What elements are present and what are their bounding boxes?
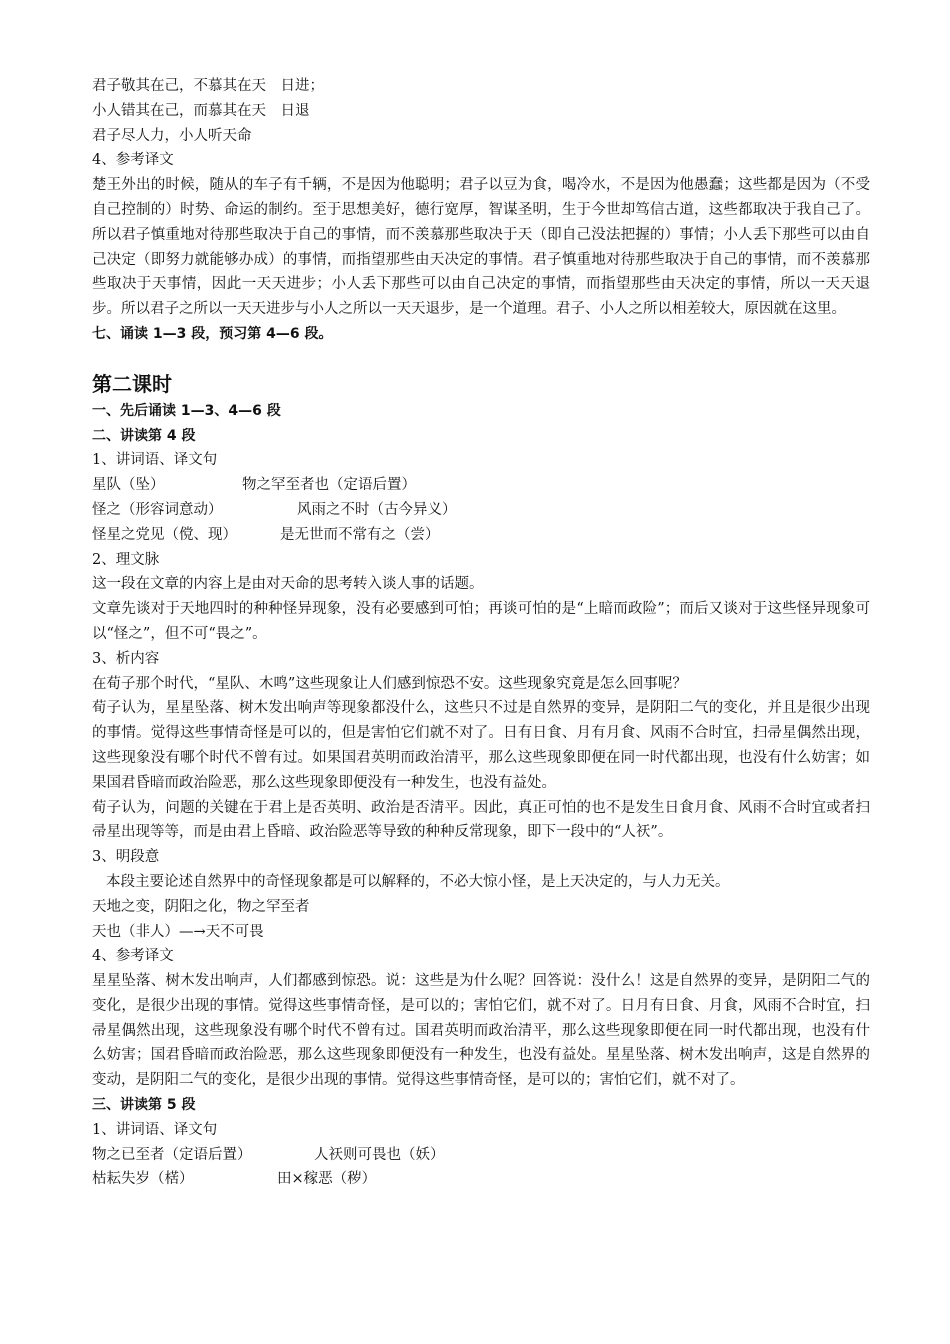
subheading: 3、明段意	[92, 849, 160, 866]
vocab-term: 是无世而不常有之（尝）	[280, 526, 440, 543]
paragraph: 荀子认为，星星坠落、树木发出响声等现象都没什么，这些只不过是自然界的变异，是阴阳二气的变化，并且是很少出现的事情。觉得这些事情奇怪是可以的，但是害怕它们就不对了。日有日食、月有月食、风雨不合时宜，扫帚星偶然出现，这些现象没有哪个时代不曾有过。如果国君英明而政治清平，那么这些现象即便在同一时代都出现，也没有什么妨害；如果国君昏暗而政治险恶，那么这些现象即便没有一种发生，也没有益处。	[92, 700, 870, 791]
text-line: 4、参考译文	[92, 152, 174, 169]
subheading: 4、参考译文	[92, 948, 174, 965]
vocab-term: 怪星之党见（傥、现）	[92, 526, 237, 543]
subheading: 1、讲词语、译文句	[92, 452, 218, 469]
text-line: 君子尽人力，小人听天命	[92, 127, 252, 144]
document-page	[92, 74, 870, 1192]
vocab-term: 田×稼恶（秽）	[277, 1171, 377, 1188]
vocab-row	[92, 473, 870, 498]
vocab-term: 物之已至者（定语后置）	[92, 1146, 252, 1163]
subheading: 1、讲词语、译文句	[92, 1121, 218, 1138]
paragraph: 荀子认为，问题的关键在于君上是否英明、政治是否清平。因此，真正可怕的也不是发生日食月食、风雨不合时宜或者扫帚星出现等等，而是由君上昏暗、政治险恶等导致的种种反常现象，即下一段中的“人祆”。	[92, 799, 870, 841]
vocab-term: 人祆则可畏也（妖）	[314, 1146, 445, 1163]
paragraph: 本段主要论述自然界中的奇怪现象都是可以解释的，不必大惊小怪，是上天决定的，与人力无关。	[106, 873, 730, 890]
section-heading: 三、讲读第 5 段	[92, 1097, 196, 1114]
text-line: 君子敬其在己，不慕其在天 日进；	[92, 78, 324, 94]
vocab-term: 物之罕至者也（定语后置）	[242, 477, 416, 494]
section-heading: 一、先后诵读 1—3、4—6 段	[92, 402, 281, 419]
text-line: 天地之变，阴阳之化，物之罕至者	[92, 898, 310, 915]
subheading: 2、理文脉	[92, 551, 160, 568]
text-line: 小人错其在己，而慕其在天 日退	[92, 102, 310, 119]
translation-paragraph: 星星坠落、树木发出响声，人们都感到惊恐。说：这些是为什么呢？回答说：没什么！这是自然界的变异，是阴阳二气的变化，是很少出现的事情。觉得这些事情奇怪，是可以的；害怕它们，就不对了。日月有日食、月食，风雨不合时宜，扫帚星偶然出现，这些现象没有哪个时代不曾有过。国君英明而政治清平，那么这些现象即便在同一时代都出现，也没有什么妨害；国君昏暗而政治险恶，那么这些现象即便没有一种发生，也没有益处。星星坠落、树木发出响声，这是自然界的变动，是阴阳二气的变化，是很少出现的事情。觉得这些事情奇怪，是可以的；害怕它们，就不对了。	[92, 973, 870, 1089]
vocab-term: 星队（坠）	[92, 477, 165, 494]
vocab-row	[92, 1167, 870, 1192]
text-line: 天也（非人）—→天不可畏	[92, 923, 264, 940]
paragraph: 这一段在文章的内容上是由对天命的思考转入谈人事的话题。	[92, 576, 484, 593]
paragraph: 文章先谈对于天地四时的种种怪异现象，没有必要感到可怕；再谈可怕的是“上暗而政险”；而后又谈对于这些怪异现象可以“怪之”，但不可“畏之”。	[92, 601, 870, 642]
vocab-term: 枯耘失岁（楛）	[92, 1171, 194, 1188]
section-heading: 二、讲读第 4 段	[92, 427, 196, 444]
vocab-row	[92, 1143, 870, 1168]
vocab-row	[92, 523, 870, 548]
translation-paragraph: 楚王外出的时候，随从的车子有千辆，不是因为他聪明；君子以豆为食，喝冷水，不是因为他愚蠢；这些都是因为（不受自己控制的）时势、命运的制约。至于思想美好，德行宽厚，智谋圣明，生于今世却笃信古道，这些都取决于我自己了。所以君子慎重地对待那些取决于自己的事情，而不羡慕那些取决于天（即自己没法把握的）事情；小人丢下那些可以由自己决定（即努力就能够办成）的事情，而指望那些由天决定的事情。君子慎重地对待那些取决于自己的事情，而不羡慕那些取决于天事情，因此一天天进步；小人丢下那些可以由自己决定的事情，而指望那些由天决定的事情，所以一天天退步。所以君子之所以一天天进步与小人之所以一天天退步，是一个道理。君子、小人之所以相差较大，原因就在这里。	[92, 177, 870, 318]
lesson-title: 第二课时	[92, 371, 172, 396]
section-heading: 七、诵读 1—3 段，预习第 4—6 段。	[92, 325, 333, 342]
vocab-term: 怪之（形容词意动）	[92, 501, 223, 518]
subheading: 3、析内容	[92, 650, 160, 667]
vocab-row	[92, 498, 870, 523]
vocab-term: 风雨之不时（古今异义）	[297, 501, 457, 518]
paragraph: 在荀子那个时代，“星队、木鸣”这些现象让人们感到惊恐不安。这些现象究竟是怎么回事呢？	[92, 675, 687, 692]
